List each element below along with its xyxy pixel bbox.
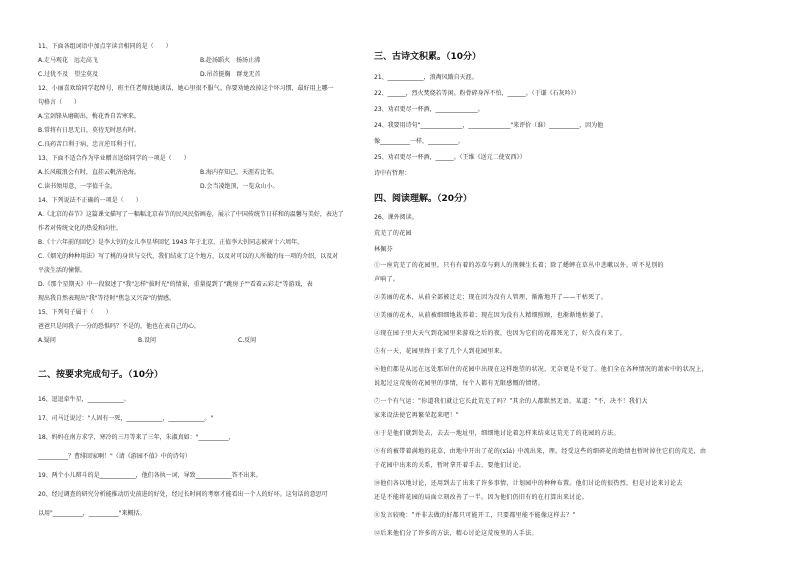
- q13-option-c: C.读书须用意，一字值千金。: [38, 183, 117, 190]
- passage-paragraph-3: ③美丽的花木，从前被细细地栽养着；现在因为没有人精细照顾，也渐渐地枯萎了。: [374, 312, 608, 319]
- q13-option-d: D.会当凌绝顶，一览众山小。: [200, 183, 279, 190]
- right-column: [374, 0, 774, 562]
- q13-option-a: A.长风破浪会有时，直挂云帆济沧海。: [38, 169, 140, 176]
- question-18: 18、妈妈在南方求学，寒冷的三月等来了三年，朱淑真如："__________，: [38, 434, 235, 441]
- passage-paragraph-12: ⑫后来他们分了许多的方法，精心讨论这荒废里的人手法。: [374, 530, 538, 537]
- q15-option-a: A.疑问: [38, 337, 56, 344]
- question-24-cont: 像__________一样，__________。: [374, 138, 465, 145]
- question-15-sentence: 爸爸只是问我子一分的恐惧吗？不是的，他也在表自己的心。: [38, 323, 201, 330]
- q15-option-b: B.设问: [138, 337, 157, 344]
- question-12-cont: 句格言（ ）: [38, 99, 81, 106]
- q13-option-b: B.海内存知己，天涯若比邻。: [200, 169, 279, 176]
- passage-paragraph-6: ⑥他们都是从远在远处那居住的花园中出现在这样绝望的状况，无奈更是不觉了。他们全在各种情况的萧索中的状况上，: [374, 366, 708, 373]
- passage-paragraph-1: ①一座荒芜了的花园里，只有有着的苏草与剩人的荆棘生长着；除了蟋蟀在草丛中悲嗽以外，听不见别的: [374, 262, 664, 269]
- passage-paragraph-4: ④现在园子里大天气到花园里来游戏之后的夜，也因为它们的花都死光了，好久没有来了。: [374, 330, 627, 337]
- q11-option-d: D.吊首挺胸 群龙无首: [200, 71, 261, 78]
- question-18-cont: __________？曹绯回家啊！"（请《游园不值》中的诗句）: [38, 453, 191, 460]
- q11-option-a: A.走马观花 远走高飞: [38, 57, 98, 64]
- passage-title: 荒芜了的花园: [374, 230, 412, 237]
- q14-option-a: A.《北京的春节》这篇课文描写了一幅幅北京春节的民风民俗画卷，展示了中国传统节日祥和的温馨与美好，表达了: [38, 211, 344, 218]
- question-12: 12、小丽喜欢给同学起绰号，班主任老师找她谈话，她心里很不服气。你要劝她改掉这个坏习惯，最好用上哪一: [38, 85, 334, 92]
- passage-paragraph-10: ⑩他们各以地讨论，还用到去了出来了许多事情，计划园中的种种布置。他们讨论的很热烈，但是讨论来讨论去: [374, 480, 683, 487]
- passage-paragraph-1-cont: 声响了。: [374, 276, 400, 283]
- question-11: 11、下面各组词语中加点字读音相同的是（ ）: [38, 43, 172, 50]
- passage-author: 林佩芬: [374, 246, 393, 253]
- passage-paragraph-2: ②美丽的花木，从前全部被迁走；现在因为没有人管理，渐渐地开了——干枯死了。: [374, 294, 608, 301]
- passage-paragraph-10-cont: 还是不能将花园的局面立刻改善了一半。因为他们仍旧有的在打算出来讨论。: [374, 494, 589, 501]
- q14-option-b: B.《十六年前的回忆》是李大钊的女儿李星华回忆 1943 年于北京，正值李大钊同志被害十六周年。: [38, 239, 304, 246]
- q14-option-d: D.《那个星期天》中一段叙述了"我"怎样"拔时光"的情景，重量提到了"跳房子""看着云彩走"等游戏，表: [38, 281, 313, 288]
- question-20: 20、经过调查的研究分析能推动历史前进的好处，经过长时间的考察才能看出一个人的好坏。这句话的意思可: [38, 491, 328, 498]
- section-2-heading: 二、按要求完成句子。（10分）: [38, 370, 164, 380]
- section-4-heading: 四、阅读理解。（20分）: [374, 194, 473, 204]
- q14-option-d-cont: 现出我自然表现出"我"等待时"焦急又兴奋"的情感。: [38, 295, 176, 302]
- q12-option-a: A.宝剑锋从磨砺出，梅花香自苦寒来。: [38, 113, 140, 120]
- passage-paragraph-7-cont: 家来设法使它再繁荣起来吧！": [374, 412, 459, 419]
- q14-option-c: C.《烟光的种种用法》写了桃的身世与交代，我们结束了这个地方，以及对可以的人所做的每一项的介绍，以及对: [38, 253, 339, 260]
- question-19: 19、两个小儿辩斗的是____________，他们各执一词，导致____________答不出来。: [38, 472, 262, 479]
- left-column: [38, 0, 388, 562]
- passage-paragraph-5: ⑤有一天，花园里终于来了几个人到花园里来。: [374, 348, 507, 355]
- question-17: 17、司马迁说过："人固有一死，____________，____________。": [38, 415, 214, 422]
- q14-option-a-cont: 作者对传统文化的热爱和向往。: [38, 225, 123, 232]
- question-16: 16、逗逗牵牛星，____________。: [38, 396, 130, 403]
- question-22: 22、______，烈火焚烧若等闲。粉骨碎身浑不怕，______。（于谦《石灰吟》）: [374, 90, 580, 97]
- question-15: 15、下列句子属于（ ）: [38, 309, 112, 316]
- question-23: 23、劝君更尽一杯酒，______________。: [374, 106, 484, 113]
- question-13: 13、下面不适合作为毕业赠言送给同学的一项是（ ）: [38, 155, 190, 162]
- passage-paragraph-9: ⑨有的被带着满地的花草，由地中开出了花的(xǐá) 中流出来，理。经受这些的细碎花的绝情也暂时掉住它们的荒芜，由: [374, 448, 707, 455]
- q15-option-c: C.反问: [238, 337, 257, 344]
- question-26: 26、课外阅读。: [374, 214, 418, 221]
- question-24: 24、我要用诗句"______________，______________"来评价（谁）__________，因为他: [374, 122, 604, 129]
- question-25: 25、劝君更尽一杯酒，______。（王维《送元二使安西》）: [374, 154, 526, 161]
- passage-paragraph-8: ⑧于是他们就到处去，去去一地址里，细细地讨论着怎样来结束这荒芜了的花园的方法。: [374, 430, 620, 437]
- question-14: 14、下列说法不正确的一项是（ ）: [38, 197, 142, 204]
- passage-paragraph-6-cont: 说起过这荒废的花园里的事情，每个人都有无限感慨的情绪。: [374, 380, 545, 387]
- section-3-heading: 三、古诗文积累。（10分）: [374, 52, 482, 62]
- q12-option-c: C.良药苦口利于病，忠言逆耳利于行。: [38, 141, 141, 148]
- question-21: 21、____________，浪淘风簸自天涯。: [374, 74, 478, 81]
- passage-paragraph-11: ⑪发言较晚："并非去做的好都只可能开工，只要都里能不能像这样去？": [374, 512, 576, 519]
- q11-option-b: B.赴汤蹈火 扬汤止沸: [200, 57, 261, 64]
- q12-option-b: B.常将有日思无日，莫待无时思有时。: [38, 127, 141, 134]
- q11-option-c: C.过犹不及 望尘莫及: [38, 71, 99, 78]
- question-25-cont: 诗中有哲理：: [374, 170, 411, 177]
- passage-paragraph-9-cont: 于花园中出来的关系，暂时拿开着手去，要他们讨论。: [374, 462, 526, 469]
- q14-option-c-cont: 平淡生活的憧憬。: [38, 267, 87, 274]
- question-20-cont: 以用"__________，__________"来概括。: [38, 510, 146, 517]
- passage-paragraph-7: ⑦一个有气运："你道我们就让它长此荒芜了吗？"其余的人都默然无语。某道："不，决不！我们大: [374, 398, 648, 405]
